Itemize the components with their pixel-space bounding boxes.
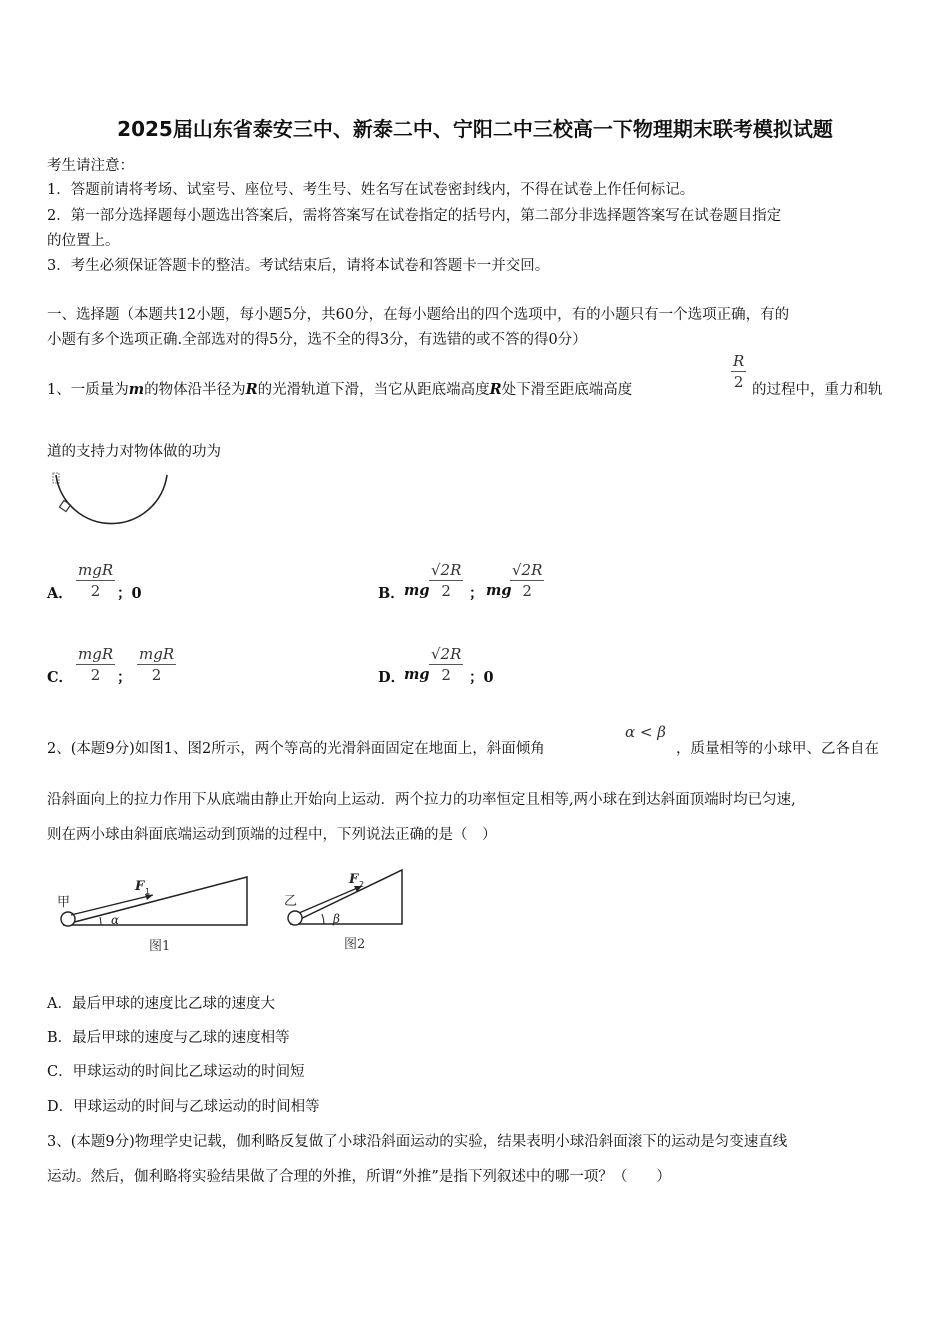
q1-option-b-separator: ； <box>469 585 484 602</box>
q2-fig2-caption: 图2 <box>344 937 366 952</box>
q1-option-b-fraction2: $\frac{√2R}{2}$ <box>512 561 543 600</box>
notice-heading: 考生请注意： <box>47 158 134 174</box>
notice-item: 3．考生必须保证答题卡的整洁。考试结束后，请将本试卷和答题卡一并交回。 <box>47 258 550 274</box>
q2-fig2-ball-label: 乙 <box>284 894 298 909</box>
q2-angle-condition: α < β <box>625 723 666 741</box>
q2-option-a: A．最后甲球的速度比乙球的速度大 <box>47 996 275 1012</box>
q2-fig2-angle-label: β <box>333 912 340 926</box>
notice-item: 1．答题前请将考场、试室号、座位号、考生号、姓名写在试卷密封线内，不得在试卷上作任何标记。 <box>47 182 695 198</box>
q2-stem-line2: 沿斜面向上的拉力作用下从底端由静止开始向上运动．两个拉力的功率恒定且相等,两小球在到达斜面顶端时均已匀速, <box>47 792 796 808</box>
q2-fig2-force-label: F <box>349 872 359 887</box>
section-heading-line2: 小题有多个选项正确.全部选对的得5分，选不全的得3分，有选错的或不答的得0分） <box>47 332 587 348</box>
q1-option-a-fraction: mgR 2 <box>78 561 114 600</box>
q1-stem-end: 的过程中，重力和轨 <box>752 382 883 398</box>
notice-item: 2．第一部分选择题每小题选出答案后，需将答案写在试卷指定的括号内，第二部分非选择题答案写在试卷题目指定 <box>47 208 782 224</box>
q2-option-b: B．最后甲球的速度与乙球的速度相等 <box>47 1030 290 1046</box>
q2-figure-1 <box>55 865 255 957</box>
q1-height-fraction: $\frac{R}{2}$ <box>733 352 745 391</box>
q1-option-d-tail: ；0 <box>469 669 494 686</box>
q3-stem-line2: 运动。然后，伽利略将实验结果做了合理的外推，所谓“外推”是指下列叙述中的哪一项？（ ） <box>47 1169 671 1185</box>
q2-stem-line1-end: ，质量相等的小球甲、乙各自在 <box>676 741 879 757</box>
q1-option-c-separator: ； <box>117 669 132 686</box>
section-heading-line1: 一、选择题（本题共12小题，每小题5分，共60分，在每小题给出的四个选项中，有的小题只有一个选项正确，有的 <box>47 307 790 323</box>
q2-stem-line1: 2、(本题9分)如图1、图2所示，两个等高的光滑斜面固定在地面上，斜面倾角 <box>47 741 545 757</box>
q2-figure-2 <box>282 862 412 957</box>
q1-track-figure <box>50 470 175 538</box>
q1-option-b-prefix1: mg <box>404 582 430 599</box>
q2-fig1-ball-label: 甲 <box>57 895 71 910</box>
q1-stem: 1、一质量为m的物体沿半径为R的光滑轨道下滑，当它从距底端高度R处下滑至距底端高度 <box>47 381 633 398</box>
q1-option-a-label: A． <box>47 585 73 602</box>
q1-option-b-label: B． <box>378 585 405 602</box>
q2-option-d: D．甲球运动的时间与乙球运动的时间相等 <box>47 1099 320 1115</box>
q1-option-c-fraction2: mgR 2 <box>139 645 175 684</box>
q1-option-d-prefix: mg <box>404 666 430 683</box>
q1-option-a-tail: ；0 <box>117 585 142 602</box>
notice-item: 的位置上。 <box>47 233 120 249</box>
q2-fig1-force-subscript: 1 <box>145 887 151 896</box>
q2-fig1-force-label: F <box>135 879 145 894</box>
q1-option-b-prefix2: mg <box>486 582 512 599</box>
q3-stem-line1: 3、(本题9分)物理学史记载，伽利略反复做了小球沿斜面运动的实验，结果表明小球沿斜面滚下的运动是匀变速直线 <box>47 1134 788 1150</box>
q2-fig2-force-subscript: 2 <box>359 880 365 889</box>
q2-stem-line3: 则在两小球由斜面底端运动到顶端的过程中，下列说法正确的是（ ） <box>47 827 497 843</box>
q1-option-c-label: C． <box>47 669 74 686</box>
q1-option-b-fraction1: $\frac{√2R}{2}$ <box>431 561 462 600</box>
page-title: 2025届山东省泰安三中、新泰二中、宁阳二中三校高一下物理期末联考模拟试题 <box>117 117 833 141</box>
q2-option-c: C．甲球运动的时间比乙球运动的时间短 <box>47 1064 305 1080</box>
q1-option-c-fraction1: mgR 2 <box>78 645 114 684</box>
q1-option-d-label: D． <box>378 669 406 686</box>
q2-fig1-caption: 图1 <box>149 939 171 954</box>
q1-option-d-fraction: $\frac{√2R}{2}$ <box>431 645 462 684</box>
q1-stem-line2: 道的支持力对物体做的功为 <box>47 444 221 460</box>
q2-fig1-angle-label: α <box>111 913 120 927</box>
